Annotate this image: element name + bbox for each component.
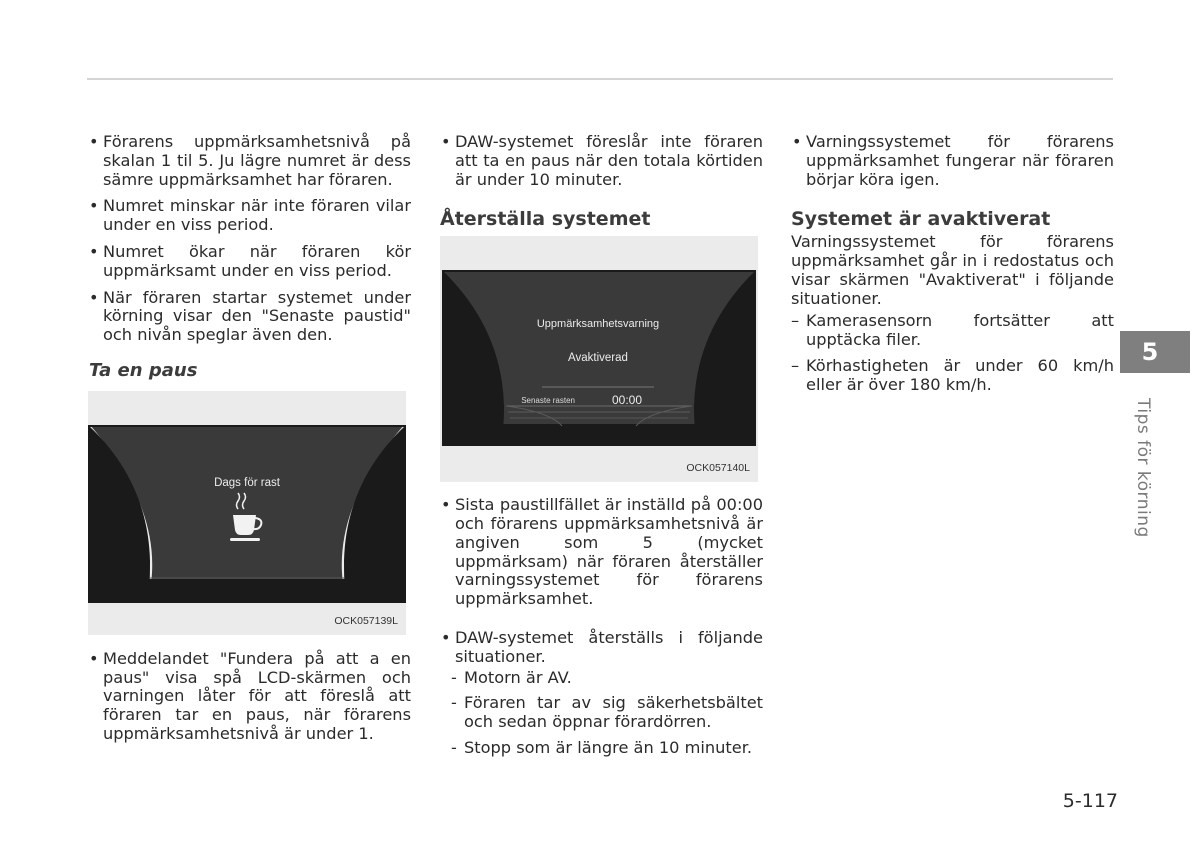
figure-reset	[440, 236, 758, 482]
list-item: • DAW-systemet föreslår inte föraren att ta en paus när den totala körtiden är under 10 minuter.	[440, 133, 763, 189]
column-1	[88, 133, 411, 752]
list-item: • Numret ökar när föraren kör uppmärksamt under en viss period.	[88, 243, 411, 281]
list-item: • Förarens uppmärksamhetsnivå på skalan 1 til 5. Ju lägre numret är dess sämre uppmärksamhet har föraren.	[88, 133, 411, 189]
sub-list-item: - Motorn är AV.	[440, 669, 763, 688]
list-item: • Varningssystemet för förarens uppmärksamhet fungerar när föraren börjar köra igen.	[791, 133, 1114, 189]
figure-code: OCK057140L	[686, 462, 750, 475]
list-item: • DAW-systemet återställs i följande situationer.	[440, 629, 763, 667]
list-item: • Sista paustillfället är inställd på 00:00 och förarens uppmärksamhetsnivå är angiven som 5 (mycket uppmärksam) när föraren återställer varningssystemet för förarens uppmärksamhet.	[440, 496, 763, 609]
column-3	[791, 133, 1114, 402]
screen-message: Dags för rast	[214, 476, 280, 489]
page-number: 5-117	[1062, 790, 1118, 812]
header-rule	[87, 78, 1113, 80]
column-2	[440, 133, 763, 765]
rest-label: Senaste rasten	[521, 396, 575, 406]
sub-list-item: - Stopp som är längre än 10 minuter.	[440, 739, 763, 758]
sub-list-item: – Körhastigheten är under 60 km/h eller är över 180 km/h.	[791, 357, 1114, 395]
screen-title: Uppmärksamhetsvarning	[536, 318, 660, 331]
chapter-label: Tips för körning	[1133, 398, 1153, 538]
figure-take-break	[88, 391, 406, 635]
rest-time: 00:00	[612, 393, 643, 408]
section-heading-ta-en-paus: Ta en paus	[89, 359, 198, 381]
cluster-display-break	[88, 391, 406, 635]
section-heading-avaktiverat: Systemet är avaktiverat	[791, 208, 1051, 231]
cluster-display-reset	[440, 236, 758, 482]
figure-code: OCK057139L	[334, 614, 398, 627]
section-paragraph: Varningssystemet för förarens uppmärksamhet går in i redostatus och visar skärmen "Avaktiverat" i följande situationer.	[791, 232, 1114, 308]
list-item: • Meddelandet "Fundera på att a en paus" visa spå LCD-skärmen och varningen låter för att föreslå att föraren tar en paus, när förarens uppmärksamhetsnivå är under 1.	[88, 650, 411, 744]
list-item: • Numret minskar när inte föraren vilar under en viss period.	[88, 197, 411, 235]
chapter-tab: 5	[1120, 331, 1190, 373]
section-heading-aterstalla: Återställa systemet	[440, 208, 651, 231]
sub-list-item: - Föraren tar av sig säkerhetsbältet och sedan öppnar förardörren.	[440, 694, 763, 732]
sub-list-item: – Kamerasensorn fortsätter att upptäcka filer.	[791, 312, 1114, 350]
screen-status: Avaktiverad	[568, 352, 628, 365]
list-item: • När föraren startar systemet under körning visar den "Senaste paustid" och nivån speglar även den.	[88, 289, 411, 345]
